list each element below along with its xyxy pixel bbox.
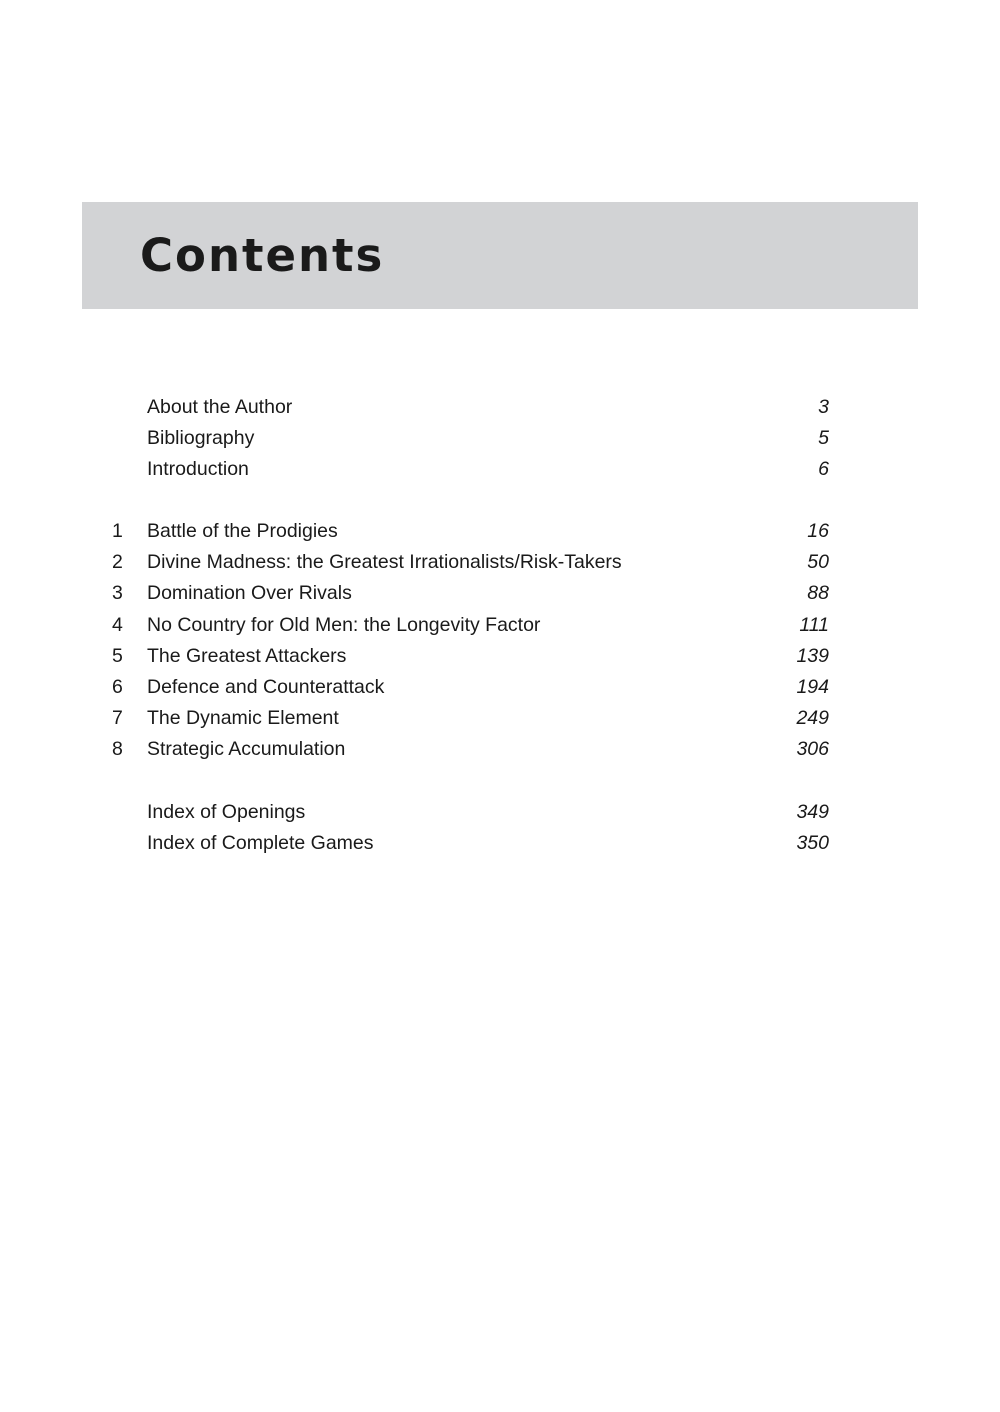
chapter-title: The Greatest Attackers bbox=[147, 644, 347, 667]
chapter-title: Battle of the Prodigies bbox=[147, 520, 338, 542]
toc-chapter-entry[interactable] bbox=[0, 703, 1000, 734]
toc-entry-page: 350 bbox=[796, 832, 829, 855]
chapter-page: 306 bbox=[796, 738, 829, 761]
toc-entry-page: 349 bbox=[796, 801, 829, 823]
toc-entry-label: Index of Openings bbox=[147, 801, 306, 823]
chapter-number: 5 bbox=[112, 644, 123, 667]
toc-chapter-entry[interactable] bbox=[0, 641, 1000, 672]
toc-chapter-entry[interactable] bbox=[0, 734, 1000, 765]
chapter-title: Divine Madness: the Greatest Irrationalists/Risk-Takers bbox=[147, 551, 622, 574]
chapter-title: Domination Over Rivals bbox=[147, 582, 352, 605]
toc-chapters bbox=[0, 516, 1000, 766]
toc-entry-label: Bibliography bbox=[147, 427, 255, 450]
toc-entry-page: 5 bbox=[818, 427, 829, 450]
chapter-title: Strategic Accumulation bbox=[147, 738, 346, 761]
chapter-page: 88 bbox=[807, 582, 829, 605]
chapter-title: Defence and Counterattack bbox=[147, 675, 385, 698]
toc-front-matter bbox=[0, 392, 1000, 486]
toc-entry-label: Introduction bbox=[147, 458, 249, 481]
chapter-page: 249 bbox=[796, 707, 829, 730]
toc-entry-page: 6 bbox=[818, 458, 829, 481]
chapter-number: 8 bbox=[112, 738, 123, 761]
chapter-page: 139 bbox=[796, 644, 829, 667]
toc-chapter-entry[interactable] bbox=[0, 672, 1000, 703]
toc-chapter-entry[interactable] bbox=[0, 547, 1000, 578]
toc-entry[interactable] bbox=[0, 392, 1000, 423]
toc-entry[interactable] bbox=[0, 454, 1000, 485]
chapter-page: 194 bbox=[796, 675, 829, 698]
toc-chapter-entry[interactable] bbox=[0, 610, 1000, 641]
toc-back-matter bbox=[0, 797, 1000, 859]
toc-entry-page: 3 bbox=[818, 396, 829, 418]
chapter-number: 4 bbox=[112, 613, 123, 636]
toc-chapter-entry[interactable] bbox=[0, 516, 1000, 547]
page-title: Contents bbox=[140, 229, 385, 282]
chapter-number: 1 bbox=[112, 520, 123, 542]
toc-entry[interactable] bbox=[0, 423, 1000, 454]
toc-entry[interactable] bbox=[0, 797, 1000, 828]
chapter-page: 16 bbox=[807, 520, 829, 542]
chapter-page: 111 bbox=[799, 613, 829, 636]
toc-entry[interactable] bbox=[0, 828, 1000, 859]
chapter-number: 6 bbox=[112, 675, 123, 698]
chapter-title: No Country for Old Men: the Longevity Factor bbox=[147, 613, 541, 636]
toc-entry-label: Index of Complete Games bbox=[147, 832, 374, 855]
chapter-number: 3 bbox=[112, 582, 123, 605]
toc-chapter-entry[interactable] bbox=[0, 578, 1000, 609]
contents-header-band bbox=[82, 202, 918, 309]
toc-entry-label: About the Author bbox=[147, 396, 293, 418]
chapter-title: The Dynamic Element bbox=[147, 707, 339, 730]
chapter-number: 7 bbox=[112, 707, 123, 730]
chapter-page: 50 bbox=[807, 551, 829, 574]
chapter-number: 2 bbox=[112, 551, 123, 574]
